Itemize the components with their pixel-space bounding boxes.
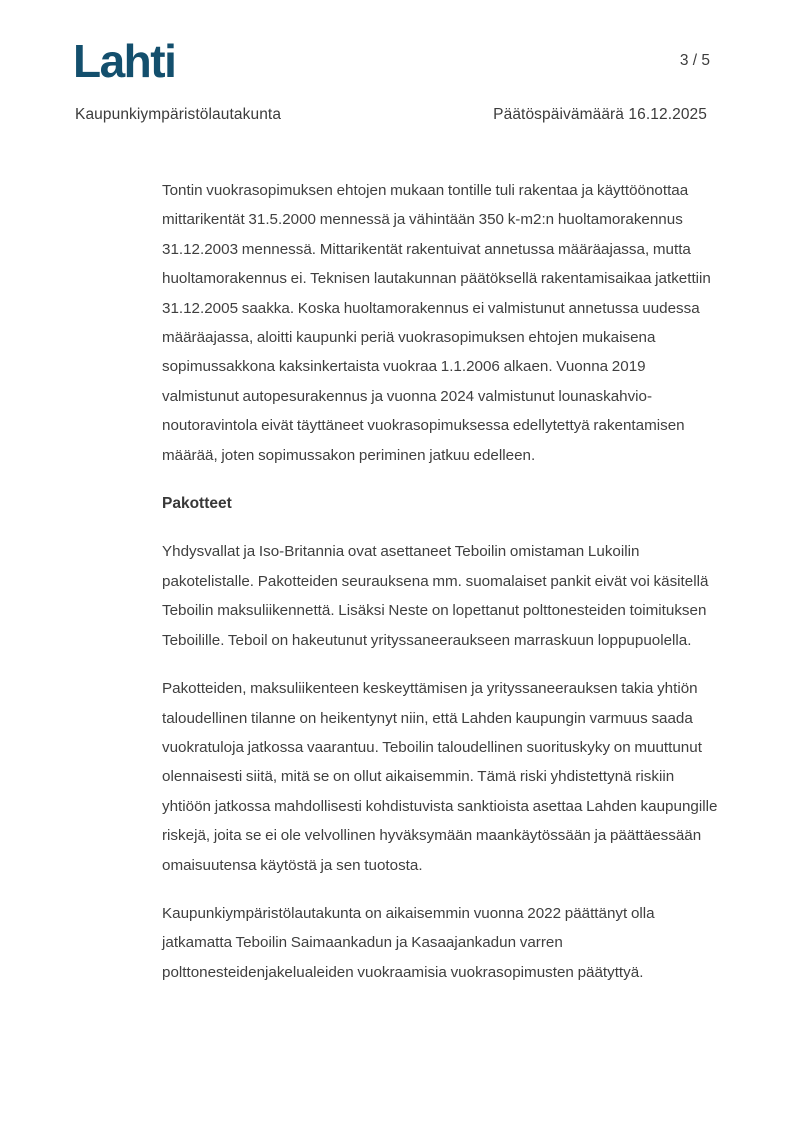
paragraph-prior-decision: Kaupunkiympäristölautakunta on aikaisemmin vuonna 2022 päättänyt olla jatkamatta Teboilin Saimaankadun ja Kasaajankadun varren polttonesteidenjakelualeiden vuokraamisia vuokrasopimusten päätyttyä. bbox=[162, 904, 655, 981]
decision-date: Päätöspäivämäärä 16.12.2025 bbox=[493, 106, 707, 123]
document-body bbox=[162, 176, 719, 1006]
document-header bbox=[75, 106, 707, 124]
paragraph-lease-terms: Tontin vuokrasopimuksen ehtojen mukaan tontille tuli rakentaa ja käyttöönottaa mittarikentät 31.5.2000 mennessä ja vähintään 350 k-m2:n huoltamorakennus 31.12.2003 mennessä. Mittarikentät rakentuivat annetussa määräajassa, mutta huoltamorakennus ei. Teknisen lautakunnan päätöksellä rakentamisaikaa jatkettiin 31.12.2005 saakka. Koska huoltamorakennus ei valmistunut annetussa uudessa määräajassa, aloitti kaupunki periä vuokrasopimuksen ehtojen mukaisena sopimussakkona kaksinkertaista vuokraa 1.1.2006 alkaen. Vuonna 2019 valmistunut autopesurakennus ja vuonna 2024 valmistunut lounaskahvio-noutoravintola eivät täyttäneet vuokrasopimuksessa edellytettyä rakentamisen määrää, joten sopimussakon periminen jatkuu edelleen. bbox=[162, 182, 711, 464]
committee-name: Kaupunkiympäristölautakunta bbox=[75, 106, 282, 123]
paragraph-sanctions-list: Yhdysvallat ja Iso-Britannia ovat asettaneet Teboilin omistaman Lukoilin pakotelistalle. Pakotteiden seurauksena mm. suomalaiset pankit eivät voi käsitellä Teboilin maksuliikennettä. Lisäksi Neste on lopettanut polttonesteiden toimituksen Teboilille. Teboil on hakeutunut yrityssaneeraukseen marraskuun loppupuolella. bbox=[162, 543, 709, 649]
paragraph-financial-risk: Pakotteiden, maksuliikenteen keskeyttämisen ja yrityssaneerauksen takia yhtiön taloudellinen tilanne on heikentynyt niin, että Lahden kaupungin varmuus saada vuokratuloja jatkossa vaarantuu. Teboilin taloudellinen suorituskyky on muuttunut olennaisesti siitä, mitä se on ollut aikaisemmin. Tämä riski yhdistettynä riskiin yhtiöön jatkossa mahdollisesti kohdistuvista sanktioista asettaa Lahden kaupungille riskejä, joita se ei ole velvollinen hyväksymään maankäytössään ja päättäessään omaisuutensa käytöstä ja sen tuotosta. bbox=[162, 680, 718, 874]
lahti-city-logo: Lahti bbox=[73, 35, 176, 87]
page-number: 3 / 5 bbox=[679, 52, 710, 69]
section-heading-sanctions: Pakotteet bbox=[162, 495, 232, 513]
